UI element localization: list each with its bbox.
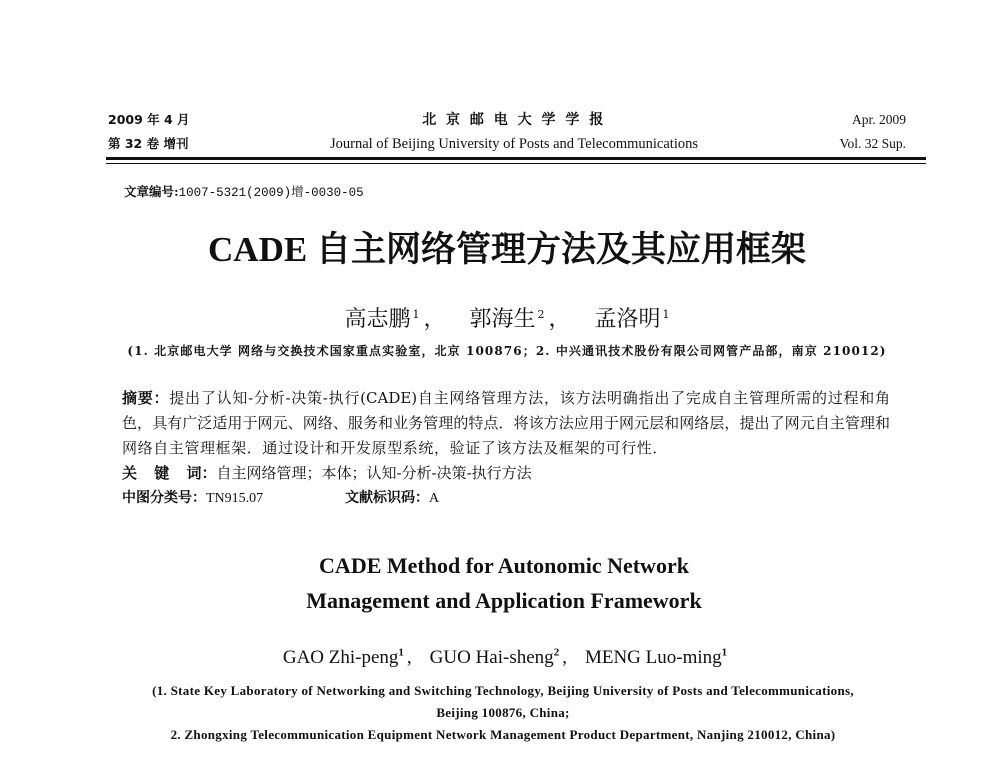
author-name: 郭海生 <box>469 307 536 332</box>
affiliation-en-line: (1. State Key Laboratory of Networking and Switching Technology, Beijing University of Posts and Telecommunications, <box>152 683 854 698</box>
title-en-line: Management and Application Framework <box>306 588 702 613</box>
author-en <box>585 647 727 668</box>
journal-name-cn: 北 京 邮 电 大 学 学 报 <box>422 112 606 128</box>
journal-name-en: Journal of Beijing University of Posts and Telecommunications <box>329 136 698 152</box>
abstract-text: 网络自主管理框架．通过设计和开发原型系统，验证了该方法及框架的可行性． <box>122 439 669 457</box>
affiliation-en <box>50 680 956 746</box>
title-en <box>100 548 908 618</box>
keywords-text: 自主网络管理；本体；认知-分析-决策-执行方法 <box>216 464 532 482</box>
header-rule-thin <box>106 163 926 164</box>
document-code <box>345 488 439 509</box>
author-name: GAO Zhi-peng <box>282 647 399 668</box>
issue-date-cn: 2009 年 4 月 <box>108 112 190 127</box>
author-list-cn <box>300 305 714 335</box>
author-name: 高志鹏 <box>344 307 411 332</box>
affiliation-mark: 2 <box>537 307 545 321</box>
abstract-line <box>122 386 890 411</box>
author-separator: ， <box>423 307 446 332</box>
article-id-label: 文章编号: <box>124 184 179 199</box>
article-id <box>124 184 364 201</box>
author-separator: , <box>406 647 412 668</box>
author-cn <box>469 307 544 332</box>
affiliation-mark: 2 <box>553 646 560 659</box>
abstract <box>122 386 890 461</box>
author-name: GUO Hai-sheng <box>429 647 554 668</box>
affiliation-en-line: 2. Zhongxing Telecommunication Equipment Network Management Product Department, Nanjing 210012, China) <box>170 727 836 742</box>
abstract-label: 摘要： <box>122 389 170 407</box>
volume-cn: 第 32 卷 增刊 <box>108 136 189 151</box>
abstract-text: 色，具有广泛适用于网元、网络、服务和业务管理的特点．将该方法应用于网元层和网络层，提出了网元自主管理和 <box>122 414 890 432</box>
affiliation-mark: 1 <box>398 646 404 659</box>
abstract-line <box>122 411 890 436</box>
title-cn: CADE 自主网络管理方法及其应用框架 <box>208 230 806 269</box>
document-code-value: A <box>429 491 440 506</box>
header-rule-thick <box>106 157 926 160</box>
author-name: 孟洛明 <box>594 307 661 332</box>
issue-date-en: Apr. 2009 <box>852 112 906 127</box>
affiliation-mark: 1 <box>662 307 670 321</box>
keywords-label: 关 键 词： <box>122 464 217 482</box>
document-code-label: 文献标识码： <box>345 490 429 506</box>
affiliation-mark: 1 <box>721 646 728 659</box>
affiliation-cn: (1. 北京邮电大学 网络与交换技术国家重点实验室，北京 100876；2. 中兴通讯技术股份有限公司网管产品部，南京 210012) <box>127 344 887 358</box>
author-separator: , <box>562 647 567 668</box>
clc-label: 中图分类号： <box>122 490 206 506</box>
author-separator: ， <box>548 307 571 332</box>
author-en <box>430 647 560 668</box>
title-en-line: CADE Method for Autonomic Network <box>319 553 689 578</box>
abstract-line <box>122 436 890 461</box>
volume-en: Vol. 32 Sup. <box>839 136 906 151</box>
clc-number <box>122 488 263 509</box>
article-id-value: 1007-5321(2009)增-0030-05 <box>178 186 364 200</box>
abstract-text: 提出了认知-分析-决策-执行(CADE)自主网络管理方法，该方法明确指出了完成自主管理所需的过程和角 <box>169 389 890 407</box>
affiliation-mark: 1 <box>412 307 420 321</box>
affiliation-en-line: Beijing 100876, China; <box>436 705 570 720</box>
author-name: MENG Luo-ming <box>584 647 722 668</box>
author-cn <box>595 307 670 332</box>
author-en <box>283 647 404 668</box>
author-cn <box>344 307 419 332</box>
keywords <box>122 463 532 483</box>
clc-value: TN915.07 <box>206 491 264 506</box>
author-list-en <box>100 645 910 671</box>
